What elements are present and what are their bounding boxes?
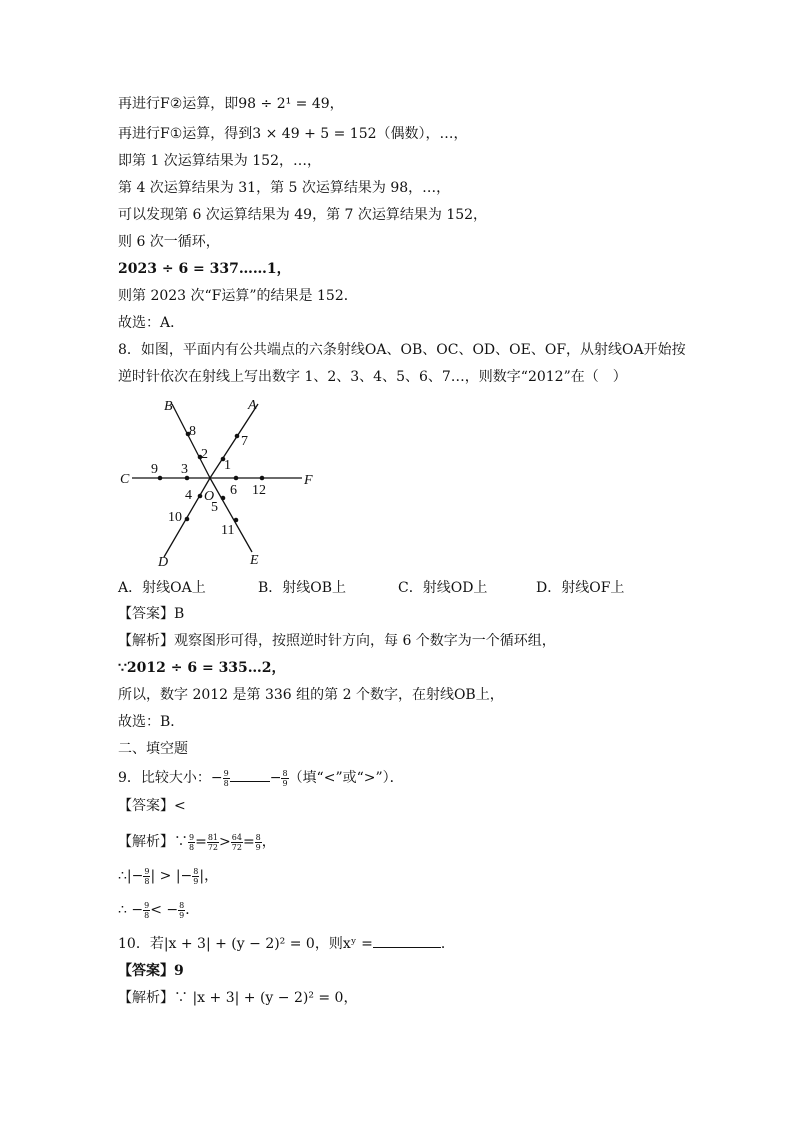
point-9 (158, 476, 163, 481)
number-4: 4 (185, 488, 192, 503)
number-10: 10 (168, 510, 182, 525)
answer-label: 【答案】B (118, 606, 185, 622)
denominator: 9 (193, 876, 199, 886)
numerator: 9 (223, 768, 229, 778)
denominator: 72 (231, 842, 242, 852)
relation-sign: | > |− (150, 868, 193, 884)
option-a[interactable]: A．射线OA上 (118, 580, 206, 596)
label-c: C (120, 472, 130, 487)
numerator: 9 (144, 866, 150, 876)
number-3: 3 (181, 462, 188, 477)
minus-sign: − (269, 770, 282, 786)
number-6: 6 (230, 483, 237, 498)
analysis-line: 【解析】∵ |x + 3| + (y − 2)² = 0， (118, 990, 358, 1006)
point-6 (234, 476, 239, 481)
relation-sign: > (219, 834, 231, 850)
section-heading: 二、填空题 (118, 741, 188, 757)
number-5: 5 (211, 500, 218, 515)
answer-label: 【答案】< (118, 798, 186, 814)
denominator: 72 (207, 842, 219, 852)
abs-open: |− (126, 868, 144, 884)
text-line: 则 6 次一循环， (118, 234, 220, 250)
point-4 (198, 494, 203, 499)
number-2: 2 (201, 447, 208, 462)
point-7 (235, 434, 240, 439)
text-line: 则第 2023 次“F运算”的结果是 152． (118, 288, 358, 304)
fraction (207, 833, 219, 852)
point-11 (234, 518, 239, 523)
question-8-stem: 8．如图，平面内有公共端点的六条射线OA、OB、OC、OD、OE、OF，从射线OA开始按 (118, 342, 686, 358)
therefore-sign: ∴ (118, 868, 127, 884)
six-rays-figure (112, 392, 322, 572)
fraction (255, 833, 262, 852)
q9-suffix: （填“<”或“>”）． (288, 770, 404, 786)
point-5 (221, 496, 226, 501)
text-line: 再进行F②运算，即98 ÷ 2¹ = 49， (118, 96, 344, 112)
label-d: D (158, 555, 169, 570)
question-9-stem (118, 768, 404, 788)
option-d[interactable]: D．射线OF上 (536, 580, 625, 596)
relation-sign: < − (150, 902, 179, 918)
text-line: 即第 1 次运算结果为 152，…， (118, 153, 321, 169)
equals-sign: = (242, 834, 255, 850)
numerator: 8 (179, 900, 185, 910)
analysis-line: ∵2012 ÷ 6 = 335…2， (118, 660, 286, 676)
denominator: 9 (179, 910, 185, 920)
numerator: 64 (231, 832, 242, 842)
ray-oa (210, 404, 258, 478)
denominator: 9 (255, 842, 261, 852)
analysis-line (118, 900, 199, 920)
comma: ， (261, 834, 276, 850)
numerator: 8 (193, 866, 199, 876)
period: ． (185, 902, 200, 918)
fraction (231, 833, 243, 852)
label-e: E (250, 553, 259, 568)
denominator: 8 (144, 910, 150, 920)
fill-blank[interactable] (373, 935, 441, 948)
numerator: 8 (255, 832, 261, 842)
therefore-sign: ∴ − (118, 902, 144, 918)
question-8-stem: 逆时针依次在射线上写出数字 1、2、3、4、5、6、7…，则数字“2012”在（ ） (118, 369, 627, 385)
text-line: 可以发现第 6 次运算结果为 49，第 7 次运算结果为 152， (118, 207, 488, 223)
analysis-prefix: 【解析】∵ (118, 834, 188, 850)
fill-blank[interactable] (230, 769, 270, 782)
text-line: 故选：A． (118, 315, 185, 331)
q9-prefix: 9．比较大小：− (118, 770, 223, 786)
number-12: 12 (252, 483, 266, 498)
option-c[interactable]: C．射线OD上 (398, 580, 488, 596)
label-a: A (248, 398, 257, 413)
numerator: 9 (144, 900, 150, 910)
numerator: 81 (207, 832, 219, 842)
q10-text: 10．若|x + 3| + (y − 2)² = 0，则xʸ = (118, 936, 373, 952)
text-line: 2023 ÷ 6 = 337……1， (118, 261, 291, 277)
fraction (281, 769, 288, 788)
point-10 (185, 517, 190, 522)
point-12 (260, 476, 265, 481)
number-1: 1 (224, 458, 231, 473)
denominator: 8 (189, 842, 195, 852)
equals-sign: = (195, 834, 207, 850)
analysis-line (118, 866, 218, 886)
label-f: F (304, 473, 313, 488)
numerator: 8 (282, 768, 288, 778)
analysis-line: 【解析】观察图形可得，按照逆时针方向，每 6 个数字为一个循环组， (118, 633, 556, 649)
option-b[interactable]: B．射线OB上 (258, 580, 347, 596)
text-line: 第 4 次运算结果为 31，第 5 次运算结果为 98，…， (118, 180, 451, 196)
number-9: 9 (151, 462, 158, 477)
denominator: 8 (223, 778, 229, 788)
numerator: 9 (189, 832, 195, 842)
ray-ob (172, 404, 210, 478)
label-b: B (164, 399, 173, 414)
period: ． (440, 936, 455, 952)
text-line: 再进行F①运算，得到3 × 49 + 5 = 152（偶数），…， (118, 126, 468, 142)
label-o: O (204, 489, 215, 504)
denominator: 8 (144, 876, 150, 886)
analysis-line: 故选：B． (118, 714, 185, 730)
number-7: 7 (241, 434, 248, 449)
answer-label: 【答案】9 (118, 963, 184, 979)
analysis-line (118, 832, 276, 852)
number-11: 11 (221, 523, 235, 538)
question-10-stem (118, 934, 455, 954)
analysis-line: 所以，数字 2012 是第 336 组的第 2 个数字，在射线OB上， (118, 687, 504, 703)
fraction (223, 769, 230, 788)
number-8: 8 (189, 424, 196, 439)
denominator: 9 (282, 778, 288, 788)
abs-close: |， (199, 868, 219, 884)
